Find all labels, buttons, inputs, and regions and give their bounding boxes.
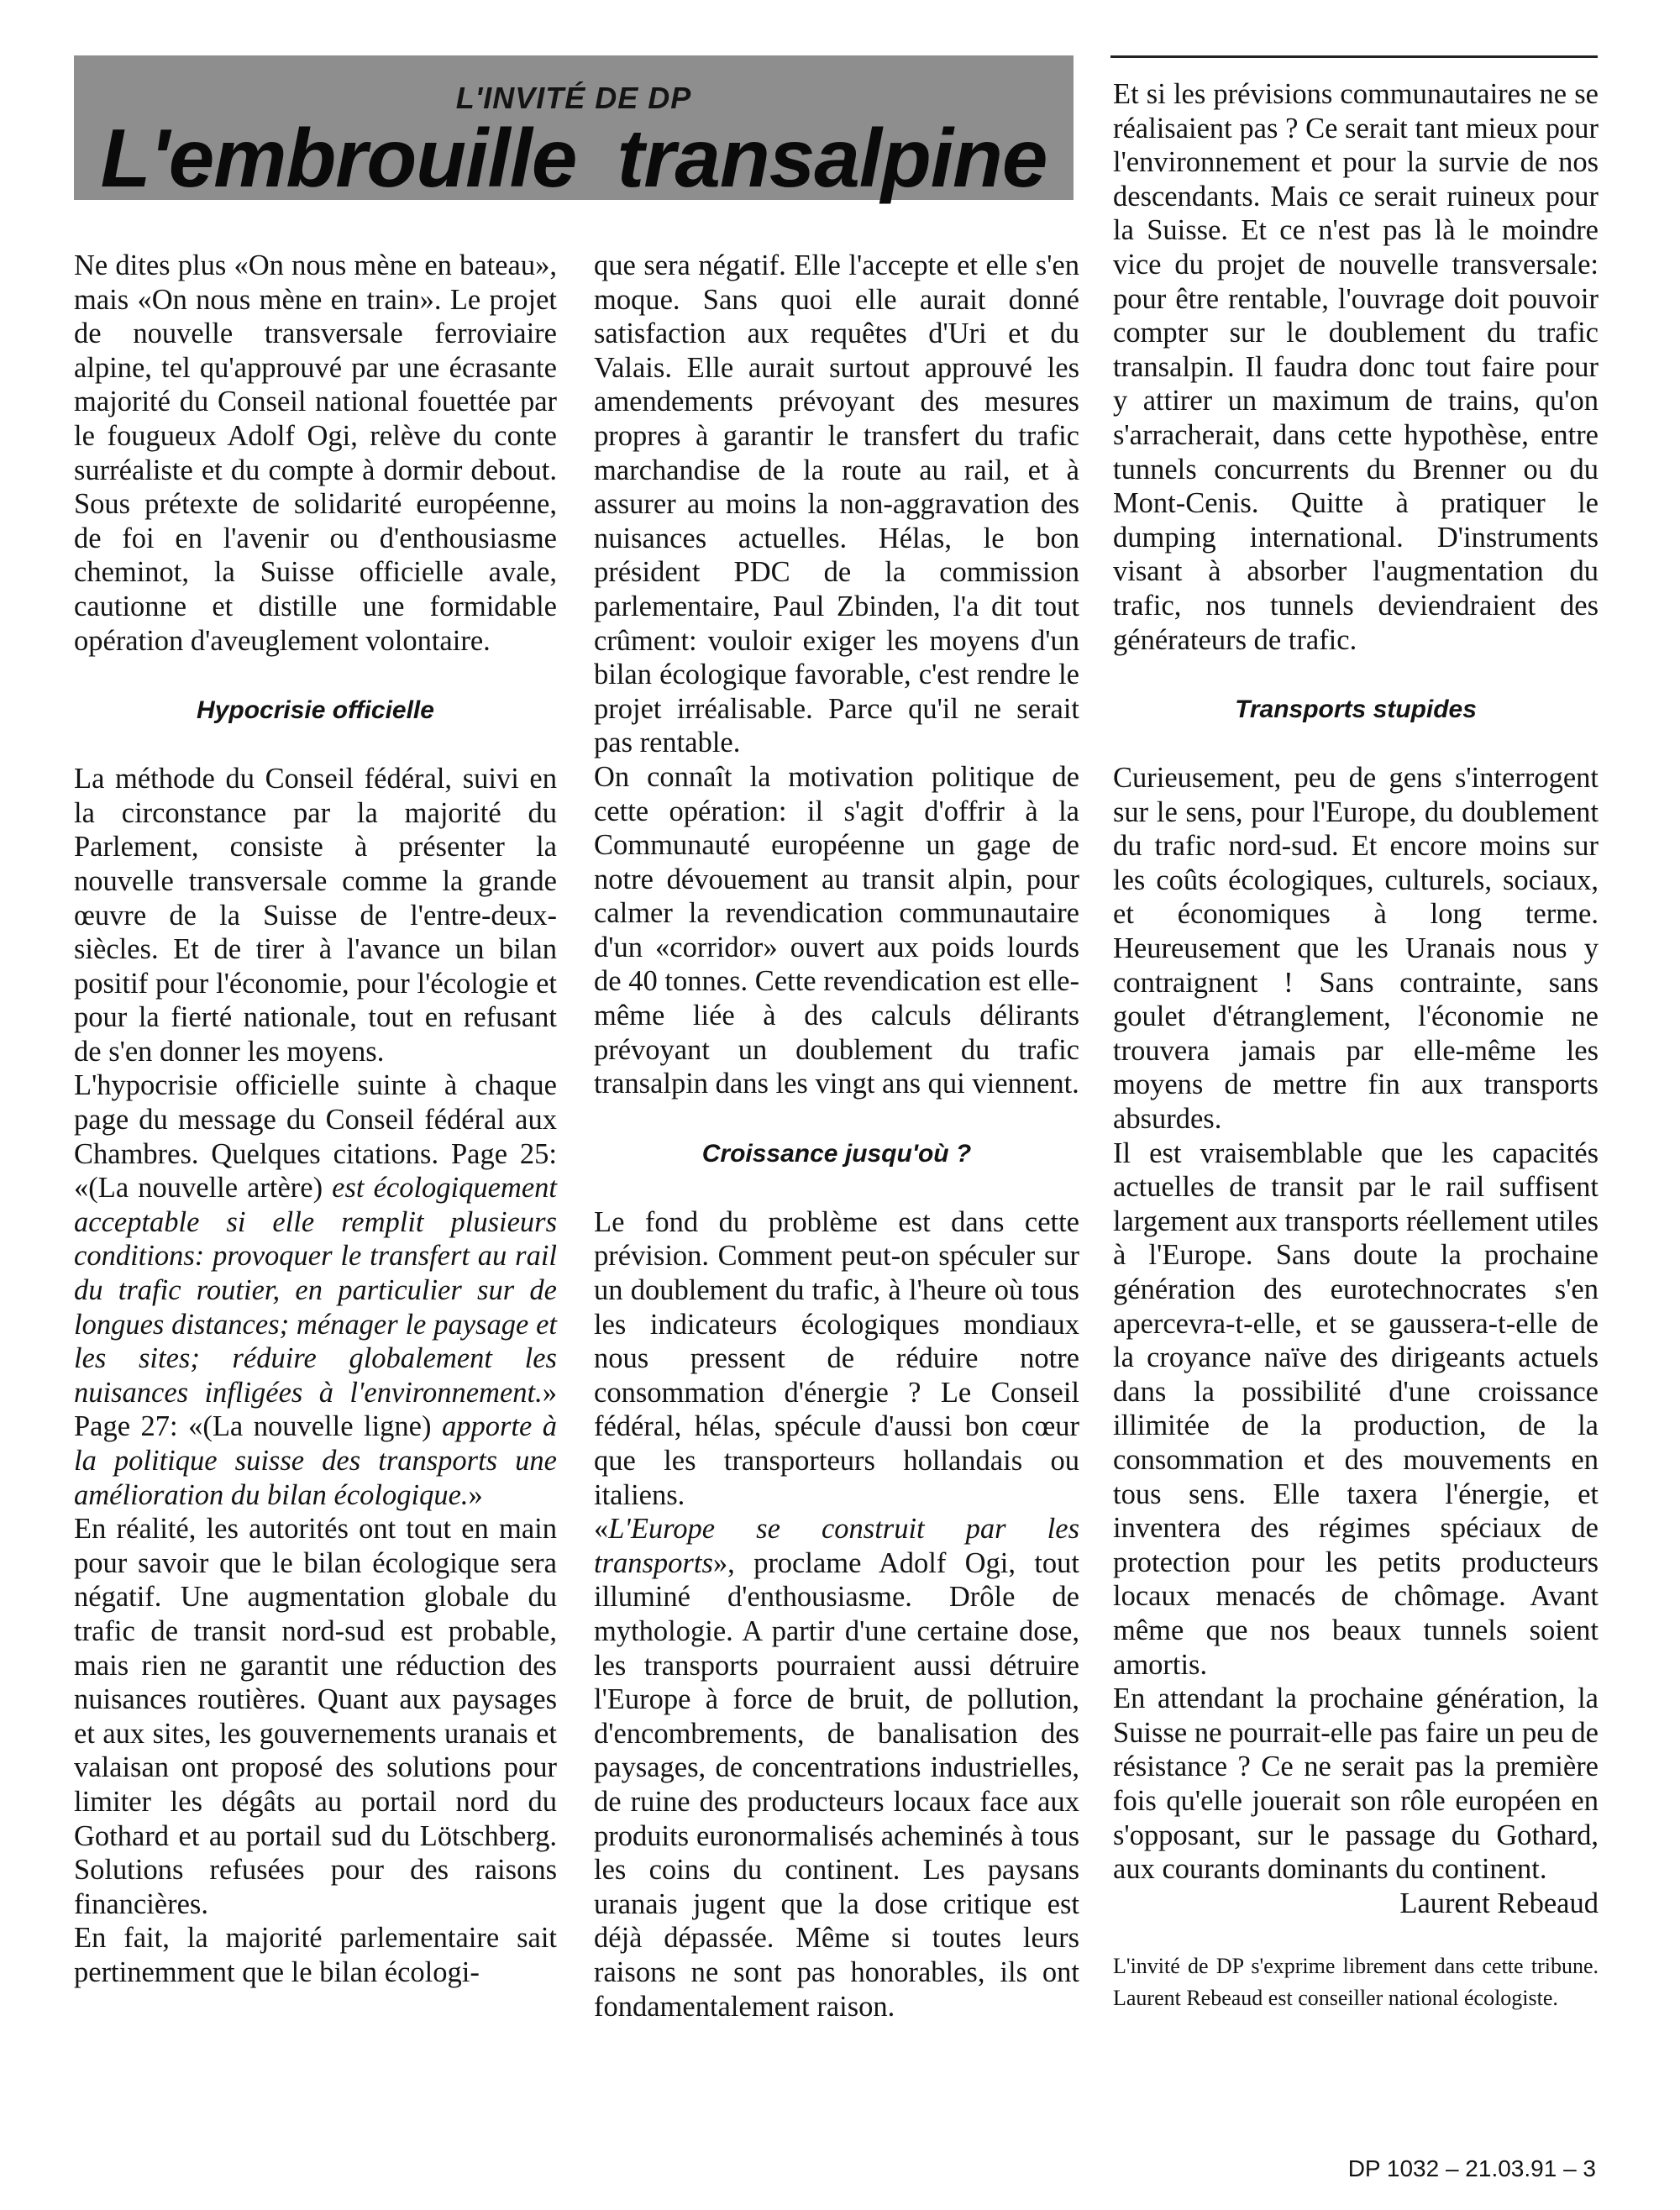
kicker: L'INVITÉ DE DP xyxy=(455,81,692,115)
paragraph: Il est vraisemblable que les capacités actuelles de transit par le rail suffisent largement aux transports réellement utiles à l'Europe. Sans doute la prochaine génération des eurotechnocrates s'en apercevra-t-elle, et se gaussera-t-elle de la croyance naïve des dirigeants actuels dans la possibilité d'une croissance illimitée de la production, de la consommation et des mouvements en tous sens. Elle taxera l'énergie, et inventera des régimes spéciaux de protection pour les petits producteurs locaux menacés de chômage. Avant même que nos beaux tunnels soient amortis. xyxy=(1113,1136,1599,1681)
subheading-hypocrisie: Hypocrisie officielle xyxy=(197,696,434,725)
page-footer: DP 1032 – 21.03.91 – 3 xyxy=(1347,2155,1596,2181)
paragraph: Le fond du problème est dans cette prévision. Comment peut-on spéculer sur un doublement du trafic, à l'heure où tous les indicateurs écologiques mondiaux nous pressent de réduire notre consommation d'énergie ? Le Conseil fédéral, hélas, spécule d'aussi bon cœur que les transporteurs hollandais ou italiens. xyxy=(594,1205,1079,1511)
paragraph-europe: «L'Europe se construit par les transports», proclame Adolf Ogi, tout illuminé d'enthousiasme. Drôle de mythologie. A partir d'une certaine dose, les transports pourraient aussi détruire l'Europe à force de bruit, de pollution, d'encombrements, de banalisation des paysages, de concentrations industrielles, de ruine des producteurs locaux face aux produits euronormalisés acheminés à tous les coins du continent. Les paysans uranais jugent que la dose critique est déjà dépassée. Même si toutes leurs raisons ne sont pas honorables, ils ont fondamentalement raison. xyxy=(594,1513,1079,2023)
paragraph-closing: En attendant la prochaine génération, la Suisse ne pourrait-elle pas faire un peu de résistance ? Ce ne serait pas la première fois qu'elle jouerait son rôle européen en s'opposant, sur le passage du Gothard, aux courants dominants du continent. xyxy=(1113,1682,1599,1886)
paragraph: que sera négatif. Elle l'accepte et elle s'en moque. Sans quoi elle aurait donné satisfaction aux requêtes d'Uri et du Valais. Elle aurait surtout approuvé les amendements prévoyant des mesures propres à garantir le transfert du trafic marchandise de la route au rail, et à assurer au moins la non-aggravation des nuisances actuelles. Hélas, le bon président PDC de la commission parlementaire, Paul Zbinden, l'a dit tout crûment: vouloir exiger les moyens d'un bilan écologique favorable, c'est rendre le projet irréalisable. Parce qu'il ne serait pas rentable. xyxy=(594,249,1079,759)
column-3 xyxy=(1113,77,1599,2014)
subheading-croissance: Croissance jusqu'où ? xyxy=(701,1139,972,1168)
paragraph: En réalité, les autorités ont tout en main pour savoir que le bilan écologique sera négatif. Une augmentation globale du trafic de transit nord-sud est probable, mais rien ne garantit une réduction des nuisances routières. Quant aux paysages et aux sites, les gouvernements uranais et valaisan ont proposé des solutions pour limiter les dégâts au portail nord du Gothard et au portail sud du Lötschberg. Solutions refusées pour des raisons financières. xyxy=(74,1513,557,1920)
paragraph: En fait, la majorité parlementaire sait pertinemment que le bilan écologi- xyxy=(74,1922,557,1988)
paragraph: On connaît la motivation politique de cette opération: il s'agit d'offrir à la Communauté européenne un gage de notre dévouement au transit alpin, pour calmer la revendication communautaire d'un «corridor» ouvert aux poids lourds de 40 tonnes. Cette revendication est elle-même liée à des calculs délirants prévoyant un doublement du trafic transalpin dans les vingt ans qui viennent. xyxy=(594,760,1079,1100)
author-signature: Laurent Rebeaud xyxy=(1399,1887,1599,1919)
paragraph-citations: L'hypocrisie officielle suinte à chaque page du message du Conseil fédéral aux Chambres. Quelques citations. Page 25: «(La nouvelle artère) est écologiquement acceptable si elle remplit plusieurs conditions: provoquer le transfert au rail du trafic routier, en particulier sur de longues distances; ménager le paysage et les sites; réduire globalement les nuisances infligées à l'environnement.» Page 27: «(La nouvelle ligne) apporte à la politique suisse des transports une amélioration du bilan écologique.» xyxy=(74,1069,557,1511)
column-1 xyxy=(74,249,557,1990)
paragraph: Ne dites plus «On nous mène en bateau», mais «On nous mène en train». Le projet de nouvelle transversale ferroviaire alpine, tel qu'approuvé par une écrasante majorité du Conseil national fouettée par le fougueux Adolf Ogi, relève du conte surréaliste et du compte à dormir debout. Sous prétexte de solidarité européenne, de foi en l'avenir ou d'enthousiasme cheminot, la Suisse officielle avale, cautionne et distille une formidable opération d'aveuglement volontaire. xyxy=(74,249,557,657)
paragraph: La méthode du Conseil fédéral, suivi en la circonstance par la majorité du Parlement, consiste à présenter la nouvelle transversale comme la grande œuvre de la Suisse de l'entre-deux-siècles. Et de tirer à l'avance un bilan positif pour l'économie, pour l'écologie et pour la fierté nationale, tout en refusant de s'en donner les moyens. xyxy=(74,763,557,1068)
column-2 xyxy=(594,249,1079,2024)
headline: L'embrouille transalpine xyxy=(100,112,1047,204)
signature-row xyxy=(1113,1887,1599,1921)
headline-banner xyxy=(74,55,1074,204)
paragraph: Curieusement, peu de gens s'interrogent sur le sens, pour l'Europe, du doublement du trafic nord-sud. Et encore moins sur les coûts écologiques, culturels, sociaux, et économiques à long terme. Heureusement que les Uranais nous y contraignent ! Sans contrainte, sans goulet d'étranglement, l'économie ne trouvera jamais par elle-même les moyens de mettre fin aux transports absurdes. xyxy=(1113,762,1599,1136)
paragraph: Et si les prévisions communautaires ne se réalisaient pas ? Ce serait tant mieux pour l'environnement et pour la survie de nos descendants. Mais ce serait ruineux pour la Suisse. Et ce n'est pas là le moindre vice du projet de nouvelle transversale: pour être rentable, l'ouvrage doit pouvoir compter sur le doublement du trafic transalpin. Il faudra donc tout faire pour y attirer un maximum de trains, qu'on s'arracherait, dans cette hypothèse, entre tunnels concurrents du Brenner ou du Mont-Cenis. Quitte à pratiquer le dumping international. D'instruments visant à absorber l'augmentation du trafic, nos tunnels deviendraient des générateurs de trafic. xyxy=(1113,78,1599,656)
author-note: L'invité de DP s'exprime librement dans cette tribune. Laurent Rebeaud est conseiller national écologiste. xyxy=(1113,1954,1599,2011)
subheading-transports: Transports stupides xyxy=(1235,696,1477,724)
top-rule xyxy=(1110,55,1598,58)
